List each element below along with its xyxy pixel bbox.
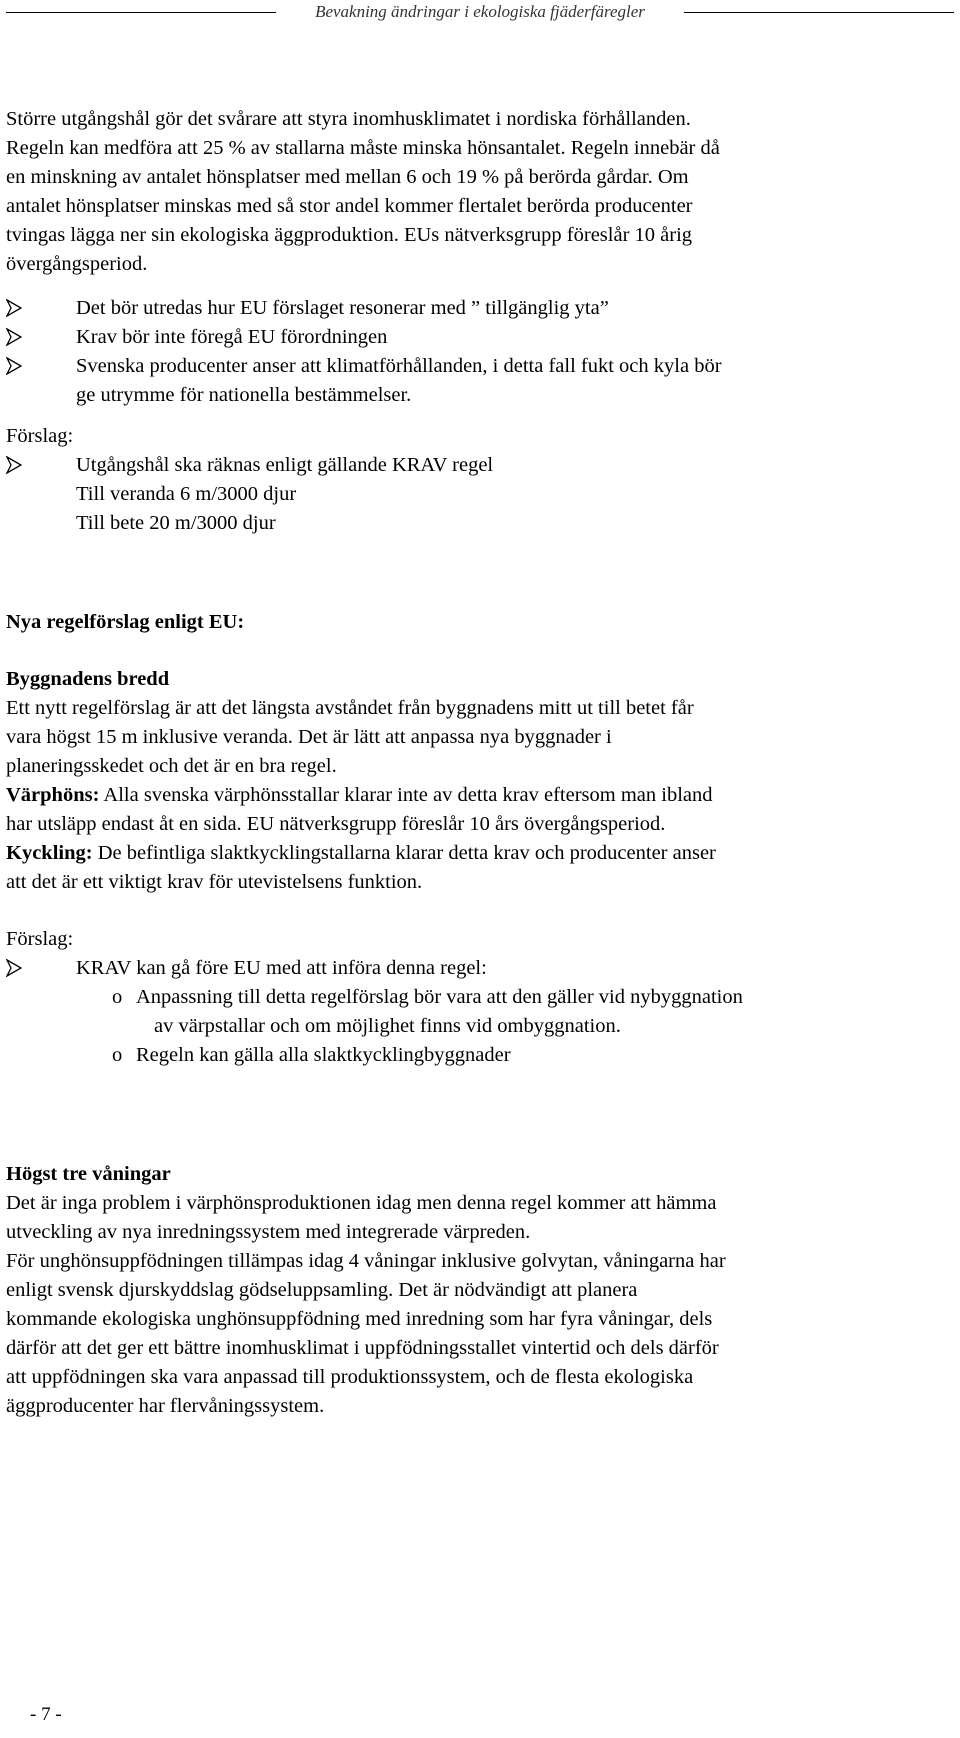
section-heading: Nya regelförslag enligt EU: — [6, 611, 245, 633]
header-rule-right — [684, 12, 954, 13]
header-title: Bevakning ändringar i ekologiska fjäderfäregler — [315, 2, 645, 21]
body-line: vara högst 15 m inklusive veranda. Det är lätt att anpassa nya byggnader i — [6, 726, 612, 748]
intro-line: Regeln kan medföra att 25 % av stallarna måste minska hönsantalet. Regeln innebär då — [6, 137, 720, 159]
sub-list-continuation: av värpstallar och om möjlighet finns vid ombyggnation. — [154, 1015, 621, 1037]
list-item-text: Utgångshål ska räknas enligt gällande KRAV regel — [76, 454, 494, 476]
body-line: kommande ekologiska unghönsuppfödning med inredning som har fyra våningar, dels — [6, 1308, 713, 1330]
sub-list-text: Anpassning till detta regelförslag bör vara att den gäller vid nybyggnation — [136, 986, 743, 1008]
sub-list-item — [6, 1041, 954, 1070]
list-item-text: KRAV kan gå före EU med att införa denna regel: — [76, 957, 487, 979]
proposal-label: Förslag: — [6, 425, 74, 447]
body-line: äggproducenter har flervåningssystem. — [6, 1395, 325, 1417]
inline-text: De befintliga slaktkycklingstallarna klarar detta krav och producenter anser — [92, 842, 716, 864]
body-line: planeringsskedet och det är en bra regel. — [6, 755, 337, 777]
arrow-bullet-icon — [6, 959, 22, 977]
list-item-continuation: ge utrymme för nationella bestämmelser. — [76, 384, 412, 406]
list-item — [6, 451, 954, 480]
list-item-text: Svenska producenter anser att klimatförhållanden, i detta fall fukt och kyla bör — [76, 355, 722, 377]
concerns-list — [6, 294, 954, 410]
intro-line: övergångsperiod. — [6, 253, 148, 275]
intro-paragraph — [6, 105, 954, 279]
header-rule-left — [6, 12, 276, 13]
arrow-bullet-icon — [6, 357, 22, 375]
intro-line: antalet hönsplatser minskas med så stor andel kommer flertalet berörda producenter — [6, 195, 693, 217]
proposal-label: Förslag: — [6, 928, 74, 950]
arrow-bullet-icon — [6, 328, 22, 346]
body-line — [6, 839, 954, 868]
inline-label: Värphöns: — [6, 784, 100, 806]
list-item — [6, 954, 954, 983]
body-line: utveckling av nya inredningssystem med integrerade värpreden. — [6, 1221, 531, 1243]
body-line: att uppfödningen ska vara anpassad till produktionssystem, och de flesta ekologiska — [6, 1366, 694, 1388]
proposal-detail: Till veranda 6 m/3000 djur — [76, 483, 297, 505]
sub-bullet-marker: o — [112, 1044, 123, 1066]
proposal-section-1 — [6, 422, 954, 538]
proposal-detail: Till bete 20 m/3000 djur — [76, 512, 276, 534]
page-header — [0, 0, 960, 28]
arrow-bullet-icon — [6, 456, 22, 474]
list-item — [6, 294, 954, 323]
sub-list-item — [6, 983, 954, 1012]
building-width-section — [6, 665, 954, 897]
subsection-heading: Högst tre våningar — [6, 1163, 171, 1185]
body-line — [6, 781, 954, 810]
body-line: Ett nytt regelförslag är att det längsta avståndet från byggnadens mitt ut till betet får — [6, 697, 694, 719]
inline-label: Kyckling: — [6, 842, 93, 864]
body-line: Det är inga problem i värphönsproduktionen idag men denna regel kommer att hämma — [6, 1192, 717, 1214]
proposal-section-2 — [6, 925, 954, 1070]
body-line: enligt svensk djurskyddslag gödseluppsamling. Det är nödvändigt att planera — [6, 1279, 638, 1301]
intro-line: en minskning av antalet hönsplatser med mellan 6 och 19 % på berörda gårdar. Om — [6, 166, 689, 188]
arrow-bullet-icon — [6, 299, 22, 317]
list-item — [6, 352, 954, 381]
body-line: därför att det ger ett bättre inomhusklimat i uppfödningsstallet vintertid och dels därför — [6, 1337, 719, 1359]
list-item-text: Det bör utredas hur EU förslaget resonerar med ” tillgänglig yta” — [76, 297, 609, 319]
max-three-floors-section — [6, 1160, 954, 1421]
inline-text: Alla svenska värphönsstallar klarar inte av detta krav eftersom man ibland — [99, 784, 713, 806]
sub-bullet-marker: o — [112, 986, 123, 1008]
body-line: har utsläpp endast åt en sida. EU nätverksgrupp föreslår 10 års övergångsperiod. — [6, 813, 666, 835]
intro-line: tvingas lägga ner sin ekologiska äggproduktion. EUs nätverksgrupp föreslår 10 årig — [6, 224, 693, 246]
body-line: För unghönsuppfödningen tillämpas idag 4 våningar inklusive golvytan, våningarna har — [6, 1250, 726, 1272]
page-number: - 7 - — [30, 1704, 62, 1725]
body-line: att det är ett viktigt krav för utevistelsens funktion. — [6, 871, 423, 893]
list-item — [6, 323, 954, 352]
sub-list-text: Regeln kan gälla alla slaktkycklingbyggnader — [136, 1044, 511, 1066]
intro-line: Större utgångshål gör det svårare att styra inomhusklimatet i nordiska förhållanden. — [6, 108, 691, 130]
subsection-heading: Byggnadens bredd — [6, 668, 170, 690]
document-body — [6, 105, 954, 1421]
list-item-text: Krav bör inte föregå EU förordningen — [76, 326, 388, 348]
